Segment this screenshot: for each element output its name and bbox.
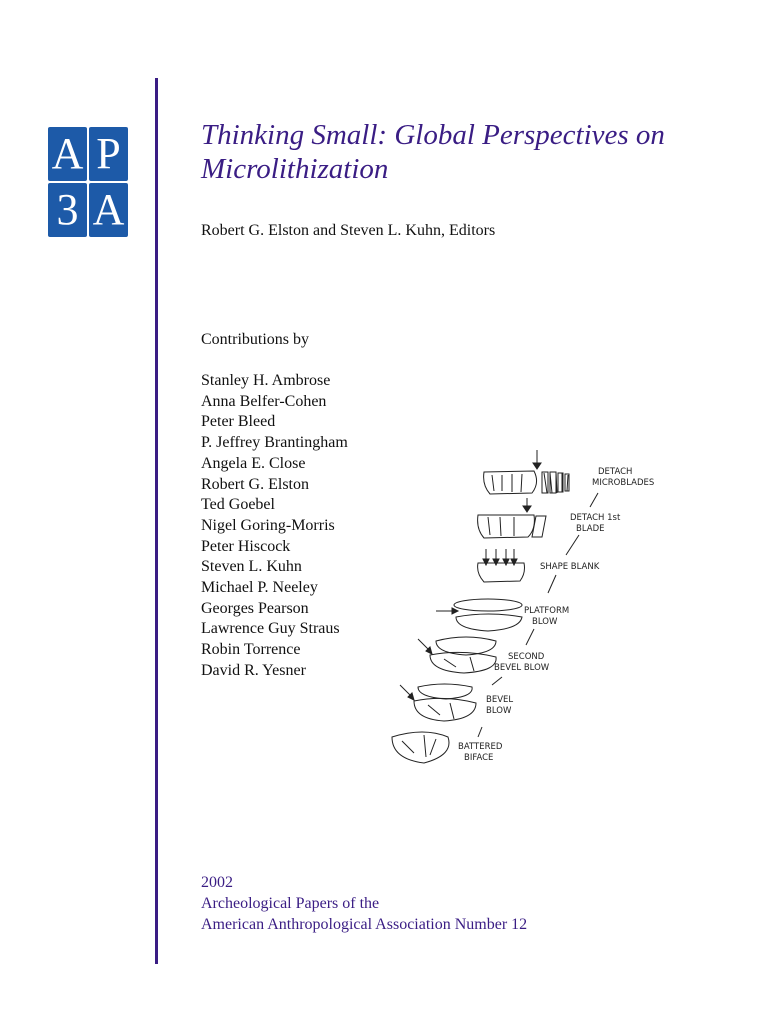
- series-line: American Anthropological Association Number 12: [201, 916, 528, 933]
- bevel-drawing: [400, 684, 476, 721]
- figure-label: BIFACE: [464, 753, 494, 763]
- logo-cell: A: [89, 183, 128, 237]
- contributor: Steven L. Kuhn: [201, 558, 302, 576]
- figure-label: DETACH: [598, 467, 633, 477]
- blank-drawing: [478, 549, 525, 582]
- process-diagram: [384, 445, 684, 775]
- figure-label: DETACH 1st: [570, 513, 621, 523]
- contributor: Georges Pearson: [201, 599, 309, 617]
- series-line: Archeological Papers of the: [201, 895, 380, 912]
- figure-label: BEVEL BLOW: [494, 663, 550, 673]
- contributor: P. Jeffrey Brantingham: [201, 434, 348, 452]
- contributor-list: [201, 371, 348, 682]
- figure-label: BLOW: [486, 706, 512, 716]
- biface-drawing: [392, 732, 449, 763]
- contributions-label: Contributions by: [201, 331, 310, 348]
- contributor: Robert G. Elston: [201, 475, 309, 493]
- figure-label: MICROBLADES: [592, 478, 655, 488]
- core-drawing: [484, 450, 569, 494]
- figure-label: BLADE: [576, 524, 605, 534]
- title-line: Microlithization: [201, 153, 389, 185]
- logo-cell: 3: [48, 183, 87, 237]
- bevel-drawing: [418, 637, 496, 673]
- contributor: Michael P. Neeley: [201, 579, 318, 597]
- figure-label: PLATFORM: [524, 606, 570, 616]
- figure-label: BLOW: [532, 617, 558, 627]
- vertical-rule: [155, 78, 158, 964]
- contributor: Ted Goebel: [201, 496, 275, 514]
- ap3a-logo: [48, 127, 128, 237]
- book-title: [201, 118, 741, 186]
- editors-line: Robert G. Elston and Steven L. Kuhn, Editors: [201, 222, 496, 239]
- figure-label: SECOND: [508, 652, 545, 662]
- contributor: Lawrence Guy Straus: [201, 620, 340, 638]
- publication-year: 2002: [201, 874, 233, 891]
- contributor: Nigel Goring-Morris: [201, 516, 335, 534]
- microblade-process-figure: [384, 445, 684, 775]
- contributor: Peter Bleed: [201, 413, 276, 431]
- contributor: David R. Yesner: [201, 661, 306, 679]
- logo-cell: P: [89, 127, 128, 181]
- contributor: Robin Torrence: [201, 641, 301, 659]
- figure-label: BEVEL: [486, 695, 514, 705]
- publication-footer: [201, 872, 527, 935]
- contributor: Peter Hiscock: [201, 537, 291, 555]
- core-drawing: [478, 498, 546, 538]
- platform-drawing: [436, 599, 522, 631]
- contributor: Angela E. Close: [201, 454, 306, 472]
- contributor: Stanley H. Ambrose: [201, 372, 331, 389]
- figure-label: SHAPE BLANK: [540, 562, 600, 572]
- title-line: Thinking Small: Global Perspectives on: [201, 119, 665, 151]
- contributor: Anna Belfer-Cohen: [201, 392, 327, 410]
- logo-cell: A: [48, 127, 87, 181]
- figure-label: BATTERED: [458, 742, 503, 752]
